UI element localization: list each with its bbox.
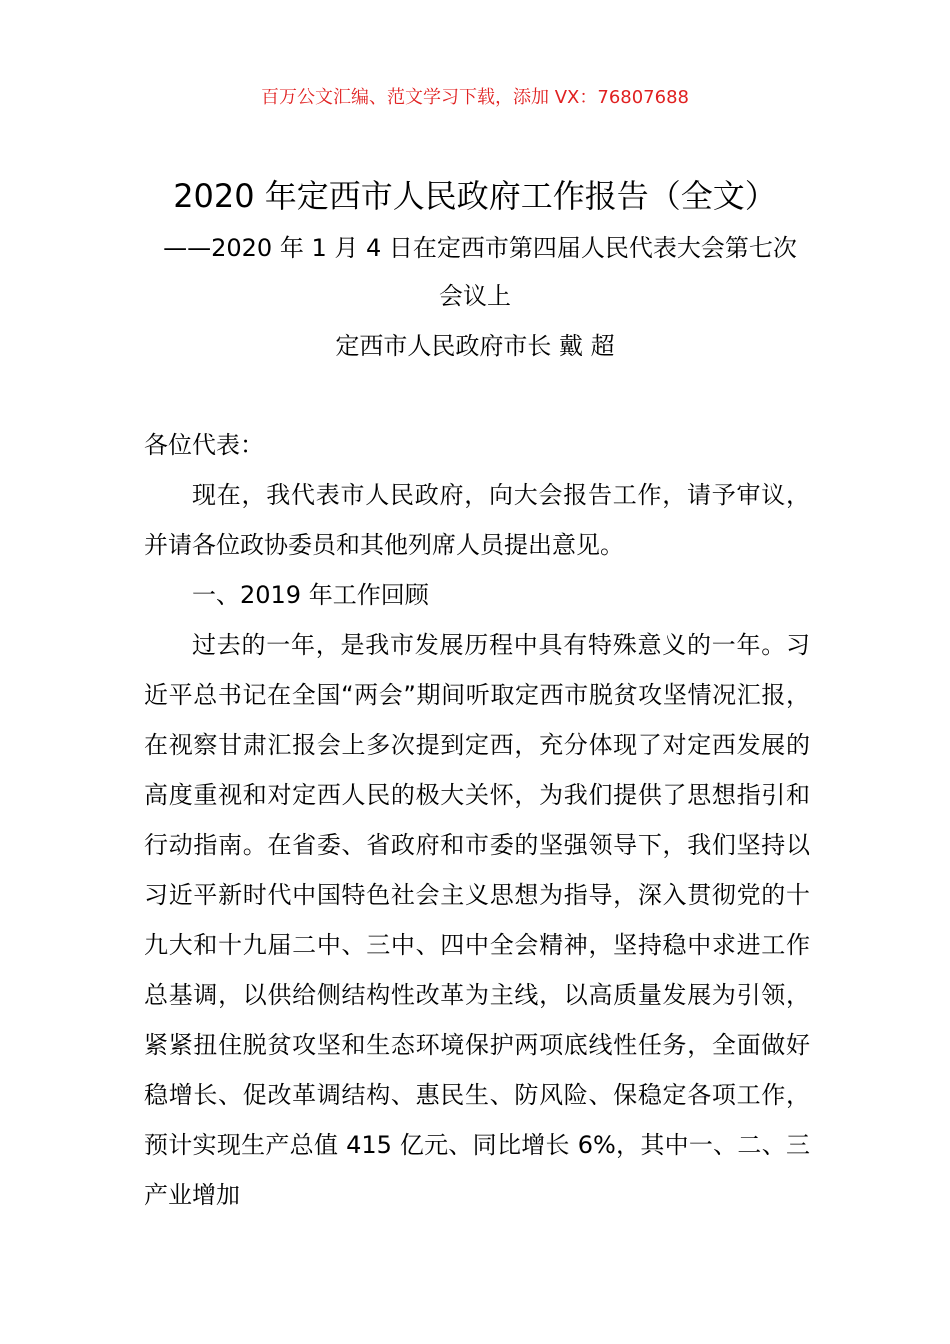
document-author: 定西市人民政府市长 戴 超 — [335, 332, 615, 360]
document-subtitle: ——2020 年 1 月 4 日在定西市第四届人民代表大会第七次 — [163, 234, 797, 262]
document-subtitle-continued: 会议上 — [439, 282, 511, 310]
document-body — [144, 420, 810, 1220]
document-title: 2020 年定西市人民政府工作报告（全文） — [173, 177, 777, 215]
paragraph-intro: 现在，我代表市人民政府，向大会报告工作，请予审议，并请各位政协委员和其他列席人员提出意见。 — [144, 481, 810, 559]
watermark-banner: 百万公文汇编、范文学习下载，添加 VX：76807688 — [261, 87, 689, 108]
paragraph-review: 过去的一年，是我市发展历程中具有特殊意义的一年。习近平总书记在全国“两会”期间听取定西市脱贫攻坚情况汇报，在视察甘肃汇报会上多次提到定西，充分体现了对定西发展的高度重视和对定西人民的极大关怀，为我们提供了思想指引和行动指南。在省委、省政府和市委的坚强领导下，我们坚持以习近平新时代中国特色社会主义思想为指导，深入贯彻党的十九大和十九届二中、三中、四中全会精神，坚持稳中求进工作总基调，以供给侧结构性改革为主线，以高质量发展为引领，紧紧扭住脱贫攻坚和生态环境保护两项底线性任务，全面做好稳增长、促改革调结构、惠民生、防风险、保稳定各项工作，预计实现生产总值 415 亿元、同比增长 6%，其中一、二、三产业增加 — [144, 631, 810, 1209]
section-heading: 一、2019 年工作回顾 — [192, 581, 429, 609]
salutation: 各位代表： — [144, 431, 264, 459]
